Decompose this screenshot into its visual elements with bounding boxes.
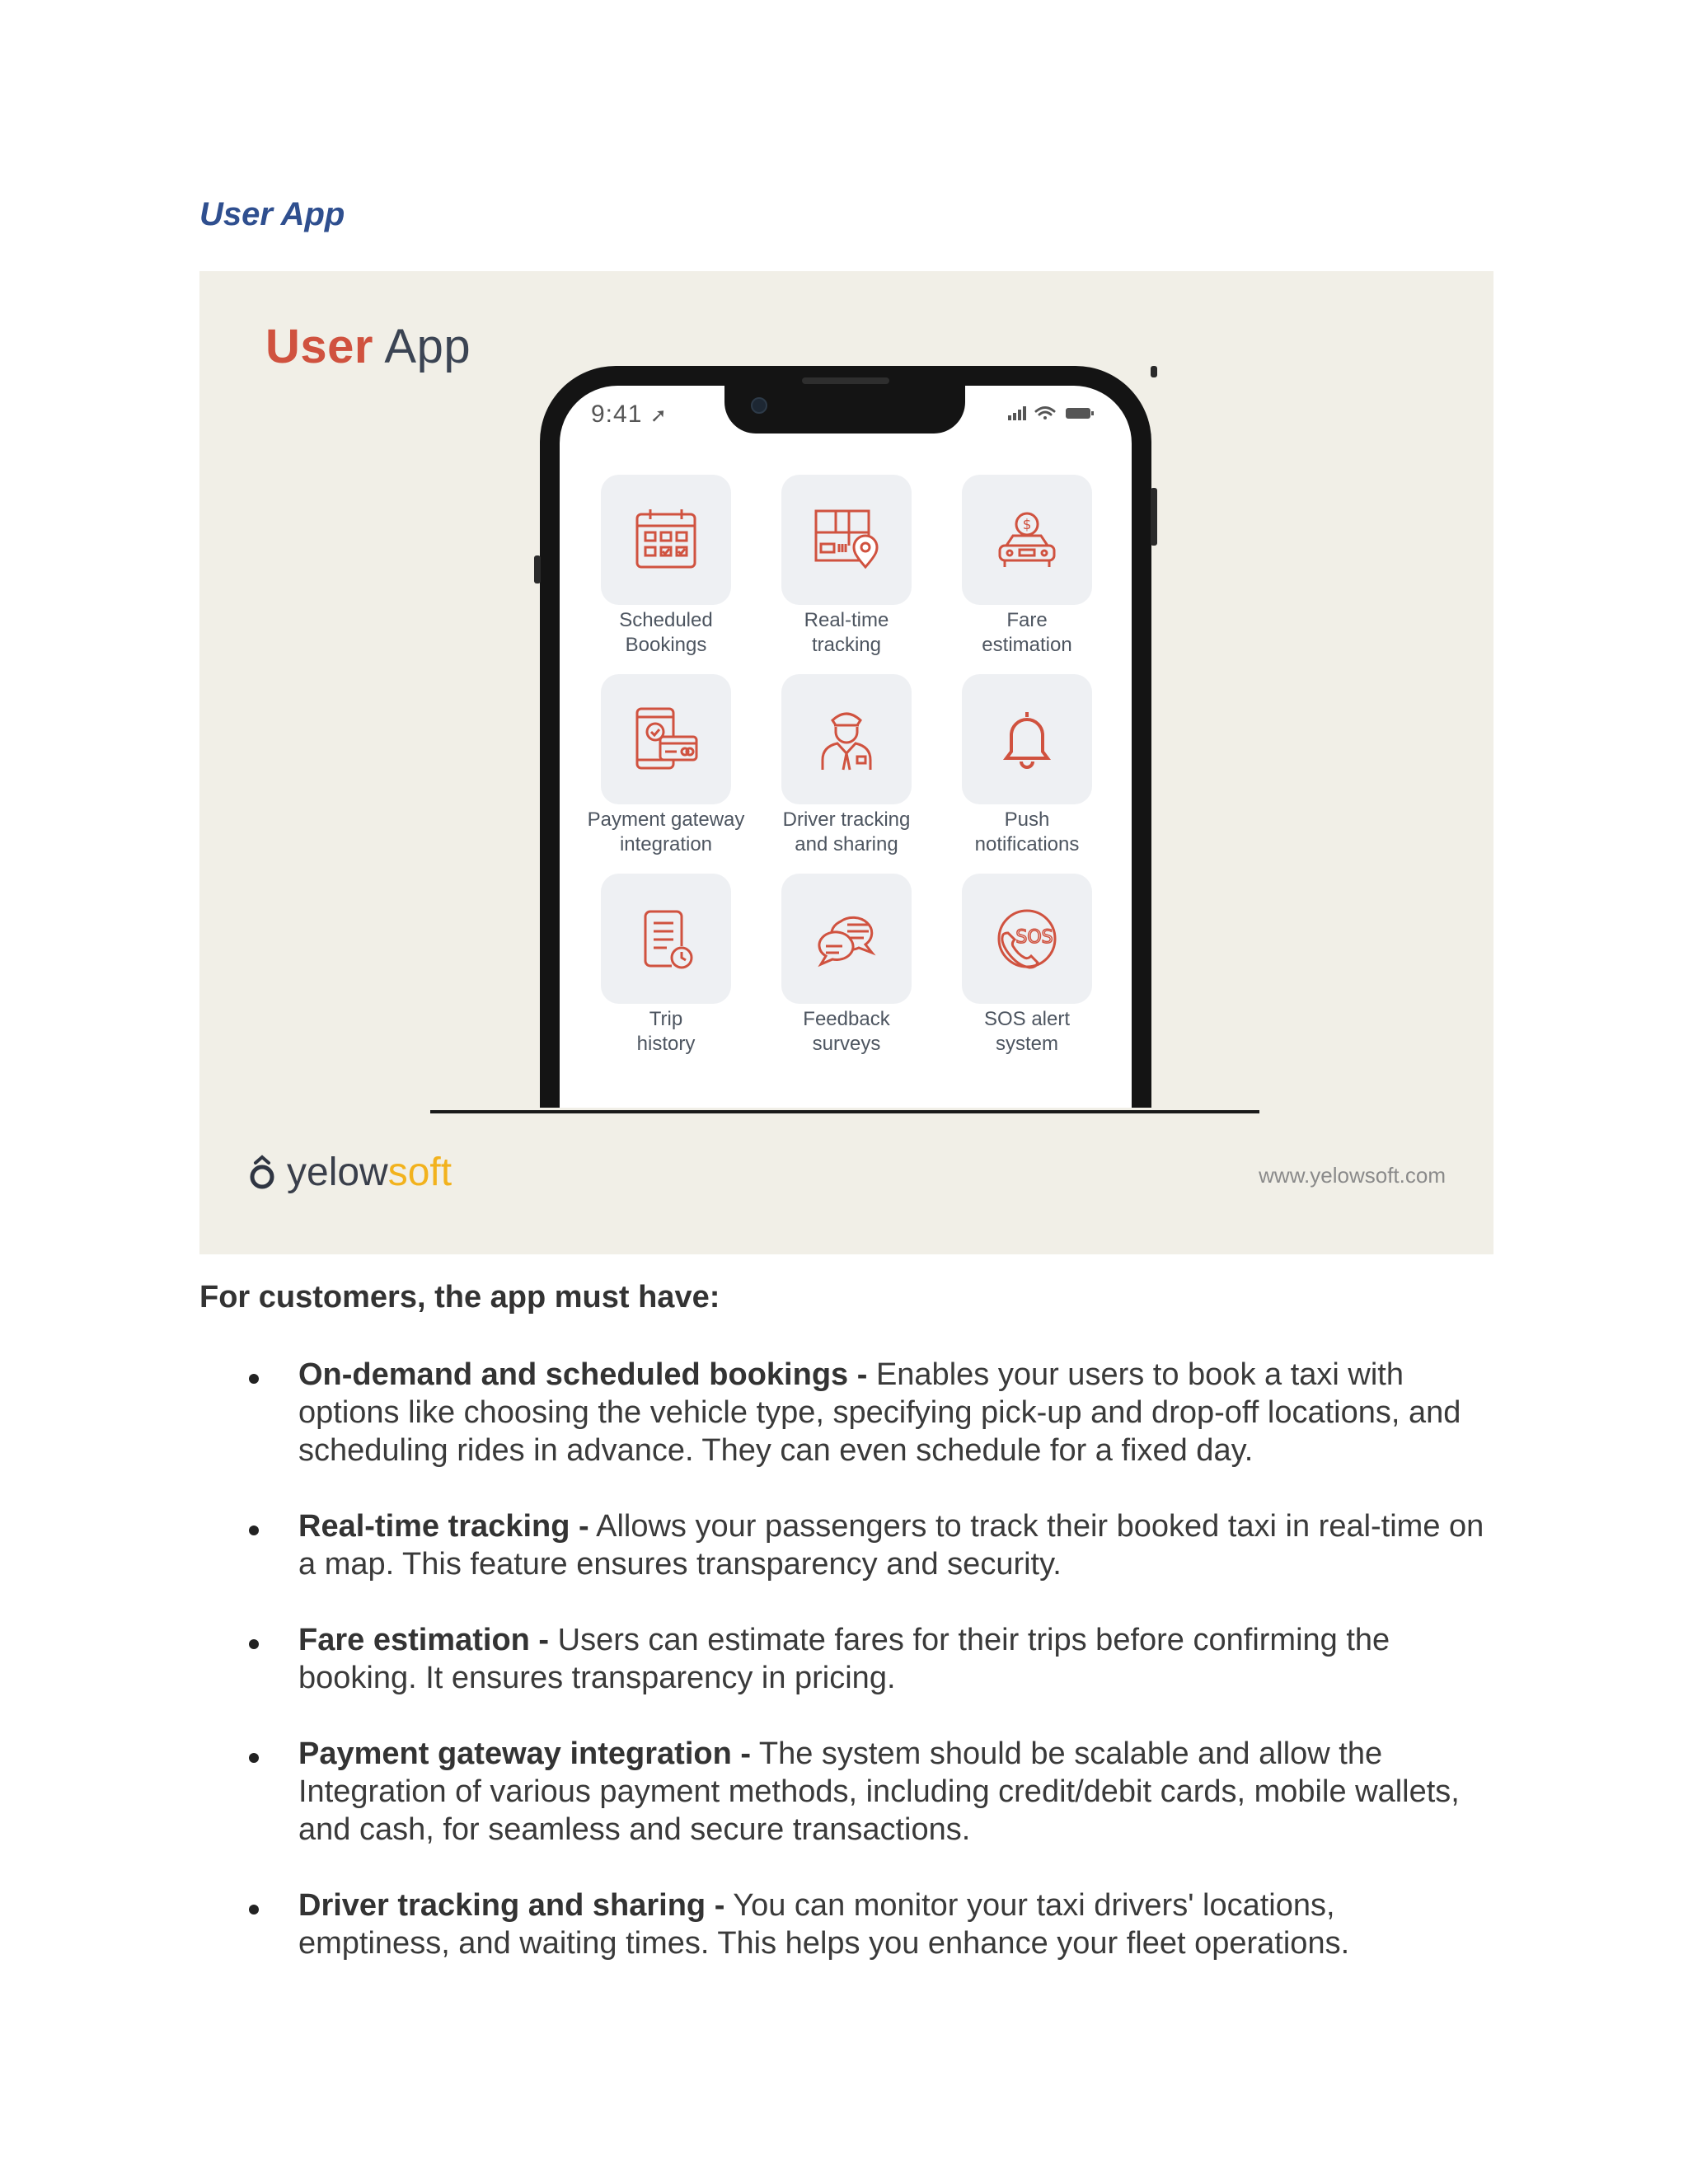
feature-label: Trip history <box>636 1008 696 1055</box>
feature-item[interactable] <box>584 674 748 857</box>
status-icons <box>1006 404 1097 426</box>
bullet-item <box>199 1356 1485 1469</box>
feature-item[interactable] <box>945 874 1109 1057</box>
phone-screen <box>560 386 1132 1108</box>
bullet-text: Enables your users to book a taxi with options like choosing the vehicle type, specifying pick-up and drop-off locations, and scheduling rides in advance. They can even schedule for a fixed day. <box>298 1357 1461 1468</box>
phone-side-button <box>534 555 541 583</box>
driver-icon <box>811 704 882 775</box>
status-time <box>591 401 668 429</box>
status-time-text: 9:41 <box>591 401 643 428</box>
section-title: User App <box>199 196 345 232</box>
feature-label: Payment gateway integration <box>587 808 745 855</box>
feature-tile <box>781 674 912 804</box>
feature-item[interactable] <box>765 674 928 857</box>
logo-accent-text: soft <box>387 1151 452 1194</box>
phone-side-button <box>1151 488 1157 546</box>
feature-tile <box>601 674 731 804</box>
bullet-dot <box>249 1374 259 1384</box>
feature-tile <box>962 874 1092 1004</box>
chat-bubbles-icon <box>811 903 882 974</box>
bullet-text: Users can estimate fares for their trips before confirming the booking. It ensures transparency in pricing. <box>298 1623 1390 1695</box>
bullet-title: On-demand and scheduled bookings - <box>298 1357 868 1392</box>
feature-tile <box>962 475 1092 605</box>
taxi-fare-icon <box>992 504 1062 575</box>
feature-tile <box>601 475 731 605</box>
bullet-text: You can monitor your taxi drivers' locations, emptiness, and waiting times. This helps you enhance your fleet operations. <box>298 1888 1350 1961</box>
phone-side-button <box>1151 366 1157 377</box>
logo-text <box>287 1150 452 1195</box>
feature-bullet-list <box>199 1356 1485 2000</box>
location-arrow-icon: ➚ <box>649 405 668 427</box>
feature-tile <box>601 874 731 1004</box>
bullet-title: Payment gateway integration - <box>298 1736 752 1771</box>
feature-item[interactable] <box>765 475 928 658</box>
bullet-item <box>199 1621 1485 1697</box>
feature-item[interactable] <box>584 874 748 1057</box>
feature-label: SOS alert system <box>983 1008 1071 1055</box>
payment-card-icon <box>631 704 701 775</box>
feature-item[interactable] <box>945 674 1109 857</box>
feature-label: Scheduled Bookings <box>619 609 713 656</box>
yelowsoft-logo <box>247 1150 452 1195</box>
bullet-title: Real-time tracking - <box>298 1509 589 1544</box>
bullet-item <box>199 1507 1485 1583</box>
feature-label: Real-time tracking <box>804 609 889 656</box>
bullet-text: Allows your passengers to track their booked taxi in real-time on a map. This feature ensures transparency and security. <box>298 1509 1484 1582</box>
bell-icon <box>992 704 1062 775</box>
bullet-dot <box>249 1905 259 1915</box>
svg-text:SOS: SOS <box>1015 927 1053 948</box>
feature-tile <box>781 475 912 605</box>
figure-title <box>265 319 471 374</box>
map-pin-icon <box>811 504 882 575</box>
logo-main-text: yelow <box>287 1151 388 1194</box>
feature-label: Push notifications <box>974 808 1080 855</box>
feature-item[interactable] <box>765 874 928 1057</box>
logo-mark-icon <box>247 1155 277 1191</box>
bullet-item <box>199 1886 1485 1962</box>
signal-icon <box>1008 406 1026 420</box>
phone-mockup <box>540 366 1151 1108</box>
feature-item[interactable] <box>584 475 748 658</box>
document-clock-icon <box>631 903 701 974</box>
feature-label: Fare estimation <box>982 609 1072 656</box>
camera-icon <box>751 397 767 414</box>
website-url: www.yelowsoft.com <box>1259 1163 1446 1188</box>
calendar-icon <box>631 504 701 575</box>
bullet-title: Driver tracking and sharing - <box>298 1888 725 1923</box>
wifi-icon <box>1036 408 1054 420</box>
feature-tile <box>962 674 1092 804</box>
feature-label: Feedback surveys <box>803 1008 890 1055</box>
bullet-title: Fare estimation - <box>298 1623 550 1657</box>
phone-notch <box>724 386 965 434</box>
feature-item[interactable] <box>945 475 1109 658</box>
user-app-figure <box>199 271 1493 1254</box>
bullet-dot <box>249 1526 259 1535</box>
phone-speaker <box>802 377 889 384</box>
intro-text: For customers, the app must have: <box>199 1280 720 1315</box>
figure-title-rest: App <box>373 320 471 373</box>
ground-line <box>430 1110 1259 1113</box>
bullet-dot <box>249 1639 259 1649</box>
feature-grid <box>584 475 1109 1057</box>
bullet-text: The system should be scalable and allow the Integration of various payment methods, including credit/debit cards, mobile wallets, and cash, for seamless and secure transactions. <box>298 1736 1460 1847</box>
figure-title-accent: User <box>265 320 373 373</box>
sos-phone-icon <box>992 903 1062 974</box>
feature-tile <box>781 874 912 1004</box>
feature-label: Driver tracking and sharing <box>782 808 911 855</box>
bullet-item <box>199 1735 1485 1849</box>
battery-icon <box>1066 408 1094 419</box>
bullet-dot <box>249 1753 259 1763</box>
svg-text:$: $ <box>1022 517 1032 533</box>
